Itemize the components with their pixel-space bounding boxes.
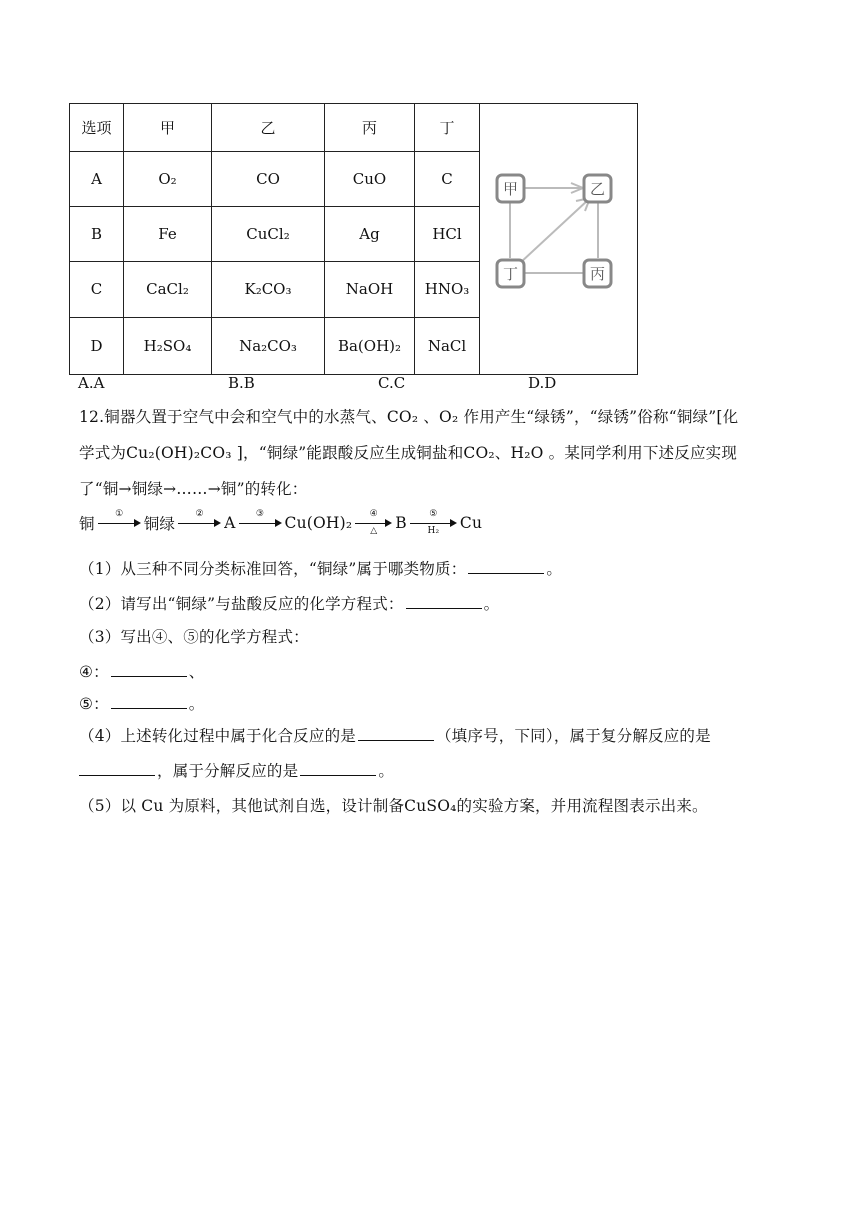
answer-blank-3a[interactable] bbox=[111, 664, 187, 677]
svg-text:丙: 丙 bbox=[589, 265, 606, 283]
cell-ding: NaCl bbox=[415, 317, 480, 374]
cell-ding: HCl bbox=[415, 206, 480, 261]
svg-text:丁: 丁 bbox=[502, 265, 519, 283]
arrow-3: ③ bbox=[239, 510, 282, 536]
q12-part1: （1）从三种不同分类标准回答，“铜绿”属于哪类物质： 。 bbox=[79, 560, 563, 578]
cell-jia: H₂SO₄ bbox=[124, 317, 212, 374]
arrow-4: ④ △ bbox=[355, 510, 392, 536]
answer-blank-4a[interactable] bbox=[358, 728, 434, 741]
chain-b: B bbox=[395, 514, 407, 532]
answer-blank-4b[interactable] bbox=[79, 763, 155, 776]
header-yi: 乙 bbox=[212, 104, 325, 152]
chain-a: A bbox=[224, 514, 236, 532]
relation-diagram bbox=[480, 104, 637, 370]
cell-yi: K₂CO₃ bbox=[212, 261, 325, 317]
choice-b[interactable]: B.B bbox=[228, 374, 255, 392]
q12-part5: （5）以 Cu 为原料，其他试剂自选，设计制备CuSO₄的实验方案，并用流程图表示出来。 bbox=[79, 797, 708, 815]
cell-bing: Ba(OH)₂ bbox=[325, 317, 415, 374]
cell-jia: CaCl₂ bbox=[124, 261, 212, 317]
node-yi bbox=[584, 175, 611, 202]
chain-cu-oh2: Cu(OH)₂ bbox=[284, 514, 353, 532]
cell-bing: Ag bbox=[325, 206, 415, 261]
reaction-chain bbox=[79, 510, 482, 536]
answer-blank-3b[interactable] bbox=[111, 696, 187, 709]
arrow-2: ② bbox=[178, 510, 221, 536]
arrow-1: ① bbox=[98, 510, 141, 536]
header-option: 选项 bbox=[70, 104, 124, 152]
cell-ding: HNO₃ bbox=[415, 261, 480, 317]
node-jia bbox=[497, 175, 524, 202]
header-bing: 丙 bbox=[325, 104, 415, 152]
q12-line3: 了“铜→铜绿→……→铜”的转化： bbox=[79, 480, 308, 498]
diagram-cell bbox=[480, 104, 638, 375]
arrow-5: ⑤ H₂ bbox=[410, 510, 457, 536]
header-jia: 甲 bbox=[124, 104, 212, 152]
svg-text:甲: 甲 bbox=[502, 180, 519, 198]
q12-part3: （3）写出④、⑤的化学方程式： bbox=[79, 628, 309, 646]
header-ding: 丁 bbox=[415, 104, 480, 152]
q12-part4-cont: ，属于分解反应的是 。 bbox=[79, 759, 394, 781]
row-label: B bbox=[70, 206, 124, 261]
row-label: C bbox=[70, 261, 124, 317]
cell-ding: C bbox=[415, 151, 480, 206]
answer-blank-1[interactable] bbox=[468, 561, 544, 574]
cell-bing: CuO bbox=[325, 151, 415, 206]
q12-line2: 学式为Cu₂(OH)₂CO₃ ]，“铜绿”能跟酸反应生成铜盐和CO₂、H₂O 。某同学利用下述反应实现 bbox=[79, 444, 738, 462]
options-table bbox=[69, 103, 638, 375]
chain-copper: 铜 bbox=[79, 515, 95, 533]
choice-d[interactable]: D.D bbox=[528, 374, 557, 392]
choice-c[interactable]: C.C bbox=[378, 374, 406, 392]
q12-part3-b: ⑤： 。 bbox=[79, 695, 205, 713]
cell-jia: Fe bbox=[124, 206, 212, 261]
chain-patina: 铜绿 bbox=[143, 515, 176, 533]
row-label: A bbox=[70, 151, 124, 206]
row-label: D bbox=[70, 317, 124, 374]
cell-jia: O₂ bbox=[124, 151, 212, 206]
q12-part3-a: ④： 、 bbox=[79, 663, 205, 681]
cell-bing: NaOH bbox=[325, 261, 415, 317]
choice-a[interactable]: A.A bbox=[78, 374, 105, 392]
q12-line1: 12.铜器久置于空气中会和空气中的水蒸气、CO₂ 、O₂ 作用产生“绿锈”，“绿锈”俗称“铜绿”[化 bbox=[79, 408, 739, 426]
q12-part2: （2）请写出“铜绿”与盐酸反应的化学方程式： 。 bbox=[79, 595, 500, 613]
svg-text:乙: 乙 bbox=[589, 180, 606, 198]
cell-yi: CO bbox=[212, 151, 325, 206]
node-ding bbox=[497, 260, 524, 287]
chain-cu: Cu bbox=[459, 514, 483, 532]
answer-blank-4c[interactable] bbox=[300, 763, 376, 776]
cell-yi: Na₂CO₃ bbox=[212, 317, 325, 374]
node-bing bbox=[584, 260, 611, 287]
q12-part4: （4）上述转化过程中属于化合反应的是 （填序号，下同），属于复分解反应的是 bbox=[79, 727, 711, 745]
cell-yi: CuCl₂ bbox=[212, 206, 325, 261]
answer-blank-2[interactable] bbox=[406, 596, 482, 609]
